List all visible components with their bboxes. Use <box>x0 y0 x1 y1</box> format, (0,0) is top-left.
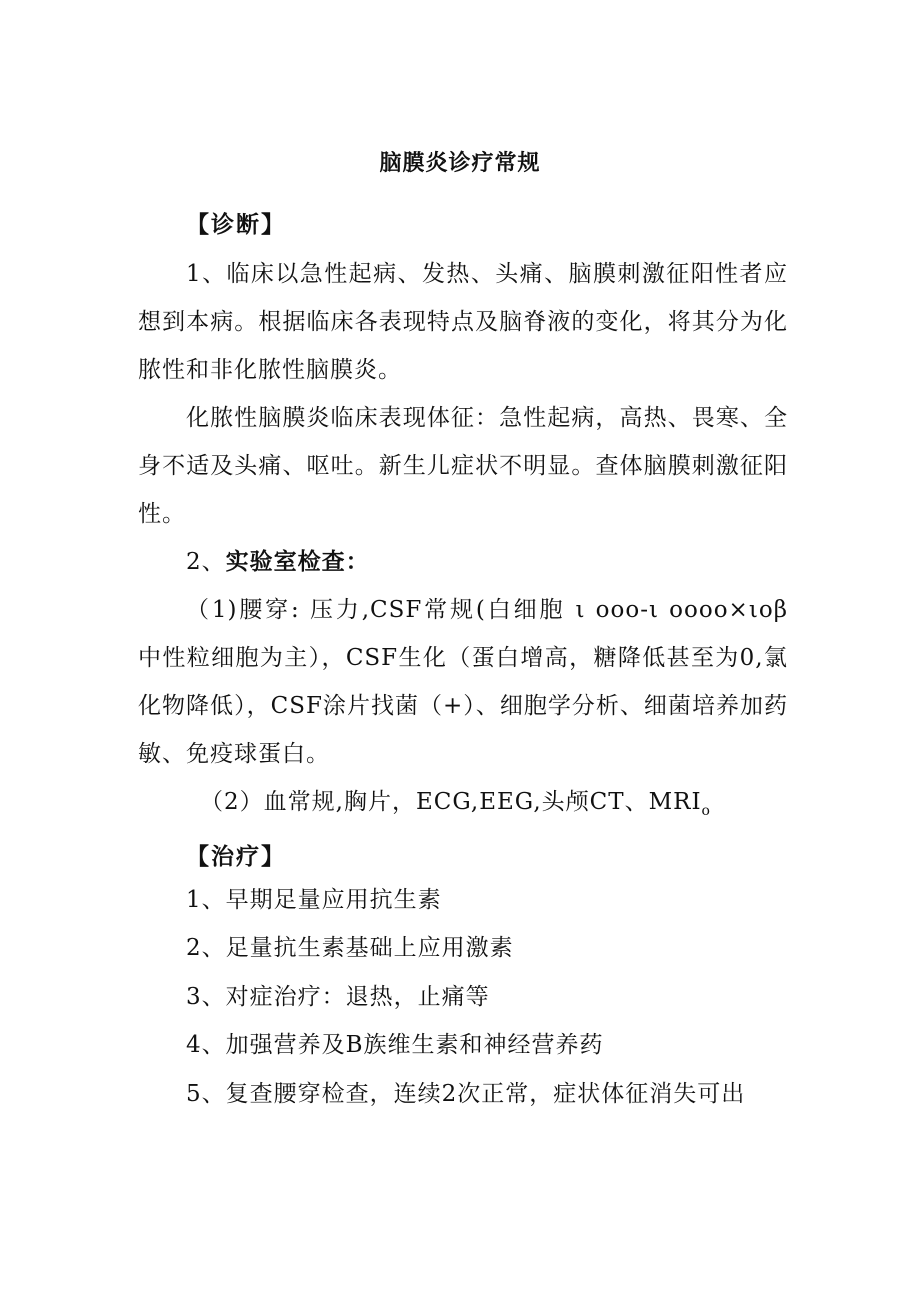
diagnosis-heading: 【诊断】 <box>186 211 286 238</box>
lab-tests-number: 2、 <box>186 549 226 575</box>
treatment-item: 3、对症治疗：退热，止痛等 <box>186 984 490 1010</box>
treatment-item: 5、复查腰穿检查，连续2次正常，症状体征消失可出 <box>186 1081 746 1107</box>
diagnosis-paragraph-2: 化脓性脑膜炎临床表现体征：急性起病，高热、畏寒、全身不适及头痛、呕吐。新生儿症状不明显。查体脑膜刺激征阳性。 <box>138 405 788 527</box>
treatment-item: 1、早期足量应用抗生素 <box>186 887 442 913</box>
blood-tests-line <box>200 778 711 835</box>
treatment-heading: 【治疗】 <box>186 843 286 870</box>
lab-tests-label: 实验室检查： <box>225 548 370 575</box>
blood-tests-subscript: o <box>701 803 711 819</box>
diagnosis-paragraph-1: 1、临床以急性起病、发热、头痛、脑膜刺激征阳性者应想到本病。根据临床各表现特点及脑脊液的变化，将其分为化脓性和非化脓性脑膜炎。 <box>138 261 788 383</box>
blood-tests-text: （2）血常规,胸片，ECG,EEG,头颅CT、MRI <box>200 789 702 815</box>
treatment-item: 2、足量抗生素基础上应用激素 <box>186 935 514 961</box>
treatment-item: 4、加强营养及B族维生素和神经营养药 <box>186 1032 604 1058</box>
lab-tests-line <box>186 538 370 586</box>
page-title: 脑膜炎诊疗常规 <box>379 150 541 176</box>
lumbar-puncture-paragraph: （1)腰穿: 压力,CSF常规(白细胞 ι ooo-ι oooo×ιoβ 中性粒细胞为主），CSF生化（蛋白增高，糖降低甚至为0,氯化物降低），CSF涂片找菌（+）、细胞学分析、细菌培养加药敏、免疫球蛋白。 <box>138 597 788 767</box>
